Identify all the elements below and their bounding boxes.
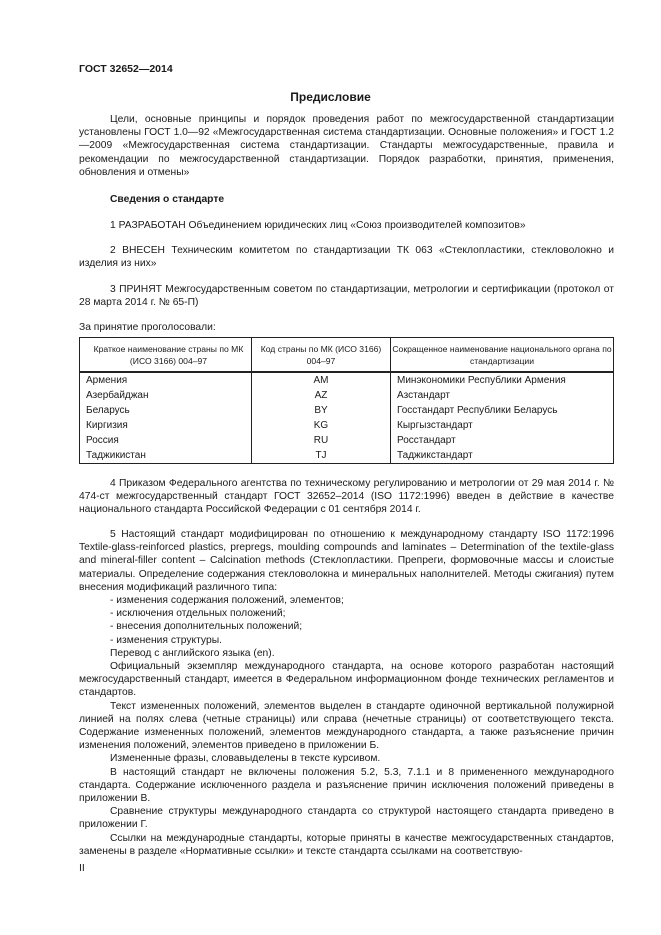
- italic-note-paragraph: Измененные фразы, словавыделены в тексте курсивом.: [110, 753, 381, 765]
- table-cell-body: Азстандарт: [391, 388, 614, 403]
- table-cell-country: Киргизия: [80, 418, 252, 433]
- table-cell-code: AZ: [252, 388, 391, 403]
- table-cell-country: Азербайджан: [80, 388, 252, 403]
- changes-paragraph: Текст измененных положений, элементов выделен в стандарте одиночной вертикальной полужирной линией на полях слева (четные страницы) или справа (нечетные страницы) от соответствующего текста. Содержание измененных положений, элементов международного стандарта, а также разъяснение причин изменения положений, элементов приведено в приложении Б.: [79, 700, 614, 752]
- info-subheading-block: [79, 193, 614, 206]
- table-row: [80, 388, 614, 403]
- modification-list-item: - изменения содержания положений, элементов;: [110, 595, 344, 607]
- table-row: [80, 372, 614, 388]
- table-cell-body: Минэкономики Республики Армения: [391, 372, 614, 388]
- intro-paragraph: Цели, основные принципы и порядок проведения работ по межгосударственной стандартизации установлены ГОСТ 1.0—92 «Межгосударственная система стандартизации. Основные положения» и ГОСТ 1.2—2009 «Межгосударственная система стандартизации. Стандарты межгосударственные, правила и рекомендации по межгосударственной стандартизации. Порядок разработки, принятия, применения, обновления и отмены»: [79, 114, 614, 178]
- table-cell-country: Таджикистан: [80, 448, 252, 464]
- item-1: 1 РАЗРАБОТАН Объединением юридических лиц «Союз производителей композитов»: [110, 220, 526, 231]
- vote-caption: За принятие проголосовали:: [79, 322, 216, 333]
- page-number: II: [79, 862, 85, 874]
- item-1-block: [79, 219, 614, 232]
- modification-list-item: - изменения структуры.: [110, 634, 222, 646]
- table-cell-body: Кыргызстандарт: [391, 418, 614, 433]
- translation-paragraph: Перевод с английского языка (en).: [110, 647, 275, 659]
- modification-list-item: - исключения отдельных положений;: [110, 608, 286, 620]
- item-3-block: [79, 283, 614, 309]
- vote-table: [79, 337, 614, 464]
- item-4: 4 Приказом Федерального агентства по техническому регулированию и метрологии от 29 мая 2014 г. № 474-ст межгосударственный стандарт ГОСТ 32652–2014 (ISO 1172:1996) введен в действие в качестве национального стандарта Российской Федерации с 01 сентября 2014 г.: [79, 478, 614, 516]
- table-row: [80, 403, 614, 418]
- official-copy-paragraph: Официальный экземпляр международного стандарта, на основе которого разработан настоящий межгосударственный стандарт, имеется в Федеральном информационном фонде технических регламентов и стандартов.: [79, 661, 614, 699]
- table-cell-body: Госстандарт Республики Беларусь: [391, 403, 614, 418]
- table-header-body: Сокращенное наименование национального органа по стандартизации: [391, 338, 614, 373]
- structure-paragraph: Сравнение структуры международного стандарта со структурой настоящего стандарта приведено в приложении Г.: [79, 806, 614, 831]
- references-paragraph: Ссылки на международные стандарты, которые приняты в качестве межгосударственных стандартов, заменены в разделе «Нормативные ссылки» и тексте стандарта ссылками на соответствую-: [79, 832, 614, 857]
- table-header-row: [80, 338, 614, 373]
- item-5-block: [79, 528, 614, 858]
- excluded-provisions-paragraph: В настоящий стандарт не включены положения 5.2, 5.3, 7.1.1 и 8 примененного международного стандарта. Содержание исключенного раздела и разъяснение причин исключения положений приведены в приложении В.: [79, 766, 614, 805]
- table-header-country: Краткое наименование страны по МК (ИСО 3166) 004–97: [80, 338, 252, 373]
- item-3: 3 ПРИНЯТ Межгосударственным советом по стандартизации, метрологии и сертификации (протокол от 28 марта 2014 г. № 65-П): [79, 284, 614, 309]
- document-id: ГОСТ 32652—2014: [79, 63, 173, 75]
- table-cell-body: Таджикстандарт: [391, 448, 614, 464]
- page-title: Предисловие: [290, 90, 371, 104]
- intro-block: [79, 113, 614, 179]
- item-5: 5 Настоящий стандарт модифицирован по отношению к международному стандарту ISO 1172:1996 Textile-glass-reinforced plastics, prepregs, moulding compounds and laminates – Determination of the textile-glass and mineral-filler content – Calcination methods (Стеклопластики. Препреги, формовочные массы и слоистые материалы. Определение содержания стекловолокна и минеральных наполнителей. Методы сжигания) путем внесения модификаций различного типа:: [79, 529, 614, 593]
- table-cell-code: TJ: [252, 448, 391, 464]
- item-2-block: [79, 244, 614, 270]
- vote-caption-block: [79, 321, 614, 334]
- table-cell-country: Беларусь: [80, 403, 252, 418]
- table-cell-code: AM: [252, 372, 391, 388]
- table-header-code: Код страны по МК (ИСО 3166) 004–97: [252, 338, 391, 373]
- table-cell-country: Россия: [80, 433, 252, 448]
- table-cell-country: Армения: [80, 372, 252, 388]
- item-2: 2 ВНЕСЕН Техническим комитетом по стандартизации ТК 063 «Стеклопластики, стекловолокно и изделия из них»: [79, 245, 614, 270]
- table-cell-code: KG: [252, 418, 391, 433]
- table-row: [80, 433, 614, 448]
- table-cell-body: Росстандарт: [391, 433, 614, 448]
- item-4-block: [79, 477, 614, 517]
- info-subheading: Сведения о стандарте: [110, 194, 225, 205]
- modification-list-item: - внесения дополнительных положений;: [110, 621, 303, 633]
- table-row: [80, 448, 614, 464]
- table-cell-code: RU: [252, 433, 391, 448]
- table-row: [80, 418, 614, 433]
- table-cell-code: BY: [252, 403, 391, 418]
